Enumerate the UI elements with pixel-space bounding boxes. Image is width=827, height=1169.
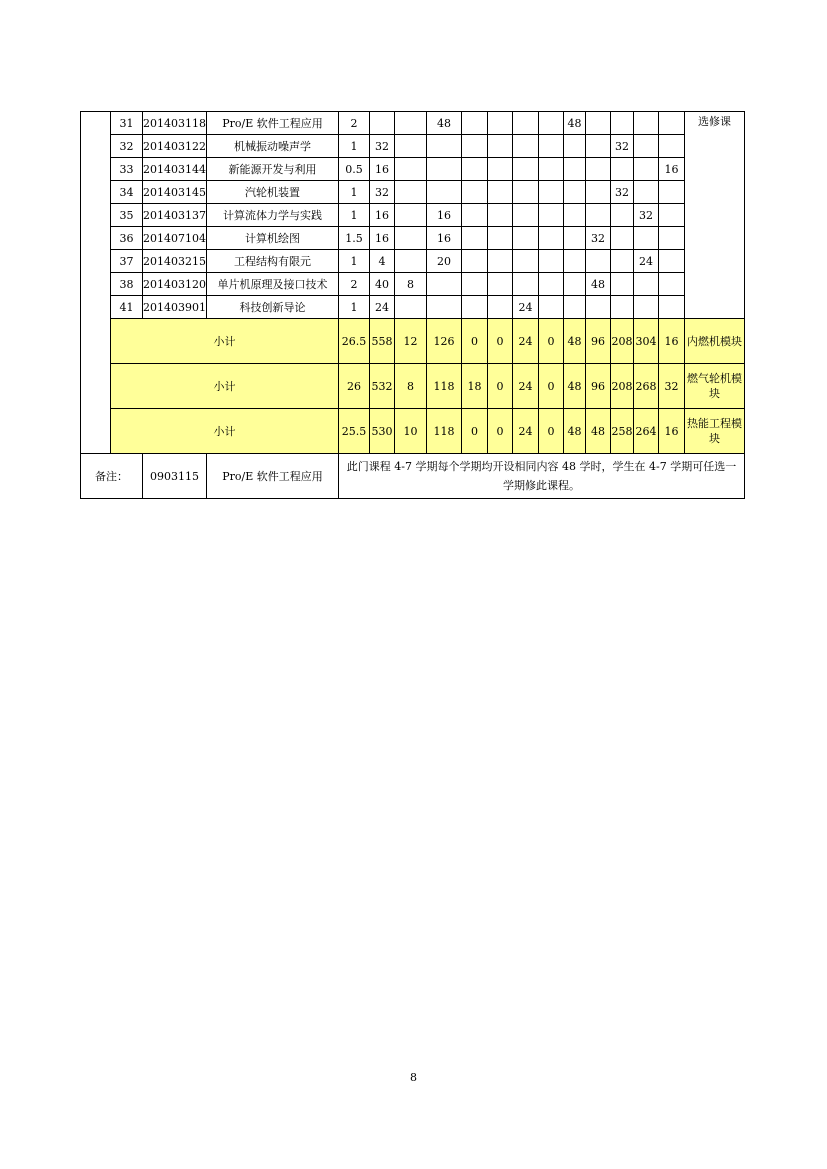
subtotal-cell: 264 [634, 409, 659, 454]
hours-cell [539, 296, 564, 319]
course-code: 201403901 [143, 296, 207, 319]
hours-cell: 32 [370, 135, 395, 158]
table-row [81, 158, 745, 181]
module-name: 热能工程模块 [685, 409, 745, 454]
subtotal-cell: 126 [427, 319, 462, 364]
hours-cell [370, 112, 395, 135]
subtotal-cell: 0 [488, 364, 513, 409]
hours-cell [488, 273, 513, 296]
hours-cell [611, 273, 634, 296]
course-code: 201407104 [143, 227, 207, 250]
hours-cell [395, 250, 427, 273]
hours-cell: 48 [427, 112, 462, 135]
hours-cell [427, 135, 462, 158]
subtotal-cell: 118 [427, 409, 462, 454]
hours-cell [488, 204, 513, 227]
course-no: 33 [111, 158, 143, 181]
hours-cell: 16 [427, 204, 462, 227]
hours-cell [611, 250, 634, 273]
hours-cell [586, 204, 611, 227]
course-credit: 2 [339, 112, 370, 135]
hours-cell: 8 [395, 273, 427, 296]
hours-cell: 48 [586, 273, 611, 296]
hours-cell [586, 250, 611, 273]
subtotal-hours: 558 [370, 319, 395, 364]
subtotal-label: 小计 [111, 364, 339, 409]
hours-cell [513, 181, 539, 204]
hours-cell [634, 112, 659, 135]
hours-cell: 24 [370, 296, 395, 319]
hours-cell [634, 158, 659, 181]
subtotal-label: 小计 [111, 319, 339, 364]
subtotal-cell: 0 [539, 364, 564, 409]
subtotal-cell: 0 [488, 319, 513, 364]
table-row [81, 204, 745, 227]
course-credit: 2 [339, 273, 370, 296]
course-name: 工程结构有限元 [207, 250, 339, 273]
hours-cell [462, 181, 488, 204]
course-name: 新能源开发与利用 [207, 158, 339, 181]
course-no: 37 [111, 250, 143, 273]
subtotal-cell: 16 [659, 319, 685, 364]
table-row [81, 273, 745, 296]
subtotal-credit: 25.5 [339, 409, 370, 454]
table-row [81, 181, 745, 204]
table-row [81, 112, 745, 135]
hours-cell [462, 273, 488, 296]
subtotal-row [81, 409, 745, 454]
subtotal-cell: 208 [611, 319, 634, 364]
course-credit: 1 [339, 250, 370, 273]
hours-cell [659, 204, 685, 227]
category-blank-cell [81, 112, 111, 454]
course-credit: 1 [339, 296, 370, 319]
hours-cell [513, 158, 539, 181]
hours-cell [488, 227, 513, 250]
course-name: 机械振动噪声学 [207, 135, 339, 158]
hours-cell: 16 [659, 158, 685, 181]
hours-cell [395, 135, 427, 158]
hours-cell [488, 181, 513, 204]
hours-cell [488, 296, 513, 319]
course-name: 汽轮机装置 [207, 181, 339, 204]
course-no: 31 [111, 112, 143, 135]
subtotal-cell: 96 [586, 364, 611, 409]
course-no: 35 [111, 204, 143, 227]
subtotal-cell: 258 [611, 409, 634, 454]
hours-cell [539, 204, 564, 227]
course-code: 201403215 [143, 250, 207, 273]
hours-cell [462, 135, 488, 158]
hours-cell [539, 112, 564, 135]
subtotal-cell: 96 [586, 319, 611, 364]
subtotal-cell: 208 [611, 364, 634, 409]
hours-cell [395, 227, 427, 250]
table-row [81, 250, 745, 273]
hours-cell [395, 204, 427, 227]
table-row [81, 135, 745, 158]
hours-cell [659, 296, 685, 319]
course-code: 201403144 [143, 158, 207, 181]
subtotal-cell: 118 [427, 364, 462, 409]
hours-cell [462, 112, 488, 135]
hours-cell [395, 112, 427, 135]
hours-cell [539, 227, 564, 250]
course-no: 34 [111, 181, 143, 204]
hours-cell [488, 112, 513, 135]
hours-cell [564, 204, 586, 227]
hours-cell [564, 158, 586, 181]
course-code: 201403120 [143, 273, 207, 296]
subtotal-cell: 8 [395, 364, 427, 409]
hours-cell [513, 273, 539, 296]
subtotal-cell: 24 [513, 319, 539, 364]
hours-cell [462, 250, 488, 273]
hours-cell [427, 296, 462, 319]
hours-cell [395, 158, 427, 181]
hours-cell [513, 204, 539, 227]
hours-cell: 24 [634, 250, 659, 273]
hours-cell [564, 135, 586, 158]
subtotal-cell: 24 [513, 409, 539, 454]
hours-cell [634, 296, 659, 319]
hours-cell [462, 158, 488, 181]
hours-cell [611, 227, 634, 250]
hours-cell [634, 181, 659, 204]
hours-cell [462, 296, 488, 319]
subtotal-label: 小计 [111, 409, 339, 454]
hours-cell [659, 227, 685, 250]
module-name: 内燃机模块 [685, 319, 745, 364]
hours-cell [586, 135, 611, 158]
subtotal-cell: 12 [395, 319, 427, 364]
subtotal-cell: 16 [659, 409, 685, 454]
course-type-label: 选修课 [685, 112, 745, 319]
hours-cell [634, 227, 659, 250]
course-credit: 1 [339, 204, 370, 227]
subtotal-cell: 0 [462, 409, 488, 454]
course-name: 计算流体力学与实践 [207, 204, 339, 227]
subtotal-cell: 0 [488, 409, 513, 454]
course-no: 36 [111, 227, 143, 250]
hours-cell [659, 112, 685, 135]
subtotal-cell: 48 [564, 409, 586, 454]
hours-cell [427, 273, 462, 296]
hours-cell [564, 250, 586, 273]
hours-cell [513, 227, 539, 250]
subtotal-cell: 48 [564, 364, 586, 409]
hours-cell: 24 [513, 296, 539, 319]
hours-cell [539, 250, 564, 273]
hours-cell [488, 158, 513, 181]
hours-cell [539, 273, 564, 296]
hours-cell: 16 [370, 158, 395, 181]
subtotal-cell: 48 [586, 409, 611, 454]
hours-cell [586, 112, 611, 135]
hours-cell [462, 227, 488, 250]
hours-cell [564, 181, 586, 204]
subtotal-cell: 0 [539, 409, 564, 454]
hours-cell [586, 158, 611, 181]
subtotal-cell: 0 [462, 319, 488, 364]
table-row [81, 227, 745, 250]
hours-cell [513, 135, 539, 158]
hours-cell [611, 296, 634, 319]
course-credit: 0.5 [339, 158, 370, 181]
hours-cell [659, 181, 685, 204]
course-no: 41 [111, 296, 143, 319]
hours-cell: 48 [564, 112, 586, 135]
subtotal-cell: 18 [462, 364, 488, 409]
subtotal-credit: 26 [339, 364, 370, 409]
hours-cell [634, 135, 659, 158]
subtotal-cell: 32 [659, 364, 685, 409]
hours-cell: 32 [370, 181, 395, 204]
hours-cell [634, 273, 659, 296]
hours-cell: 16 [370, 227, 395, 250]
note-row [81, 454, 745, 499]
course-credit: 1 [339, 181, 370, 204]
course-no: 32 [111, 135, 143, 158]
hours-cell [564, 227, 586, 250]
hours-cell: 4 [370, 250, 395, 273]
hours-cell: 40 [370, 273, 395, 296]
hours-cell [395, 296, 427, 319]
course-credit: 1.5 [339, 227, 370, 250]
subtotal-cell: 24 [513, 364, 539, 409]
subtotal-cell: 304 [634, 319, 659, 364]
hours-cell [564, 273, 586, 296]
subtotal-hours: 530 [370, 409, 395, 454]
subtotal-cell: 268 [634, 364, 659, 409]
subtotal-cell: 10 [395, 409, 427, 454]
course-code: 201403122 [143, 135, 207, 158]
hours-cell [488, 135, 513, 158]
course-name: 计算机绘图 [207, 227, 339, 250]
course-table [80, 111, 745, 499]
hours-cell: 20 [427, 250, 462, 273]
hours-cell: 32 [611, 181, 634, 204]
hours-cell [462, 204, 488, 227]
hours-cell: 16 [370, 204, 395, 227]
course-code: 201403137 [143, 204, 207, 227]
hours-cell [427, 158, 462, 181]
subtotal-row [81, 364, 745, 409]
course-no: 38 [111, 273, 143, 296]
course-code: 201403145 [143, 181, 207, 204]
hours-cell [659, 135, 685, 158]
hours-cell: 32 [586, 227, 611, 250]
note-text: 此门课程 4-7 学期每个学期均开设相同内容 48 学时，学生在 4-7 学期可任选一学期修此课程。 [339, 454, 745, 499]
course-credit: 1 [339, 135, 370, 158]
course-name: Pro/E 软件工程应用 [207, 112, 339, 135]
subtotal-row [81, 319, 745, 364]
hours-cell [611, 204, 634, 227]
hours-cell [586, 181, 611, 204]
table-row [81, 296, 745, 319]
note-course-name: Pro/E 软件工程应用 [207, 454, 339, 499]
hours-cell [513, 112, 539, 135]
hours-cell [539, 135, 564, 158]
hours-cell [659, 273, 685, 296]
hours-cell [513, 250, 539, 273]
hours-cell [395, 181, 427, 204]
course-name: 科技创新导论 [207, 296, 339, 319]
hours-cell [564, 296, 586, 319]
hours-cell: 16 [427, 227, 462, 250]
hours-cell [611, 158, 634, 181]
hours-cell [488, 250, 513, 273]
note-label: 备注： [81, 454, 143, 499]
page-number: 8 [410, 1071, 417, 1084]
hours-cell: 32 [634, 204, 659, 227]
subtotal-cell: 48 [564, 319, 586, 364]
hours-cell [539, 181, 564, 204]
hours-cell [611, 112, 634, 135]
course-name: 单片机原理及接口技术 [207, 273, 339, 296]
subtotal-credit: 26.5 [339, 319, 370, 364]
module-name: 燃气轮机模块 [685, 364, 745, 409]
hours-cell [659, 250, 685, 273]
subtotal-hours: 532 [370, 364, 395, 409]
hours-cell [586, 296, 611, 319]
hours-cell [539, 158, 564, 181]
note-course-code: 0903115 [143, 454, 207, 499]
subtotal-cell: 0 [539, 319, 564, 364]
course-code: 201403118 [143, 112, 207, 135]
hours-cell: 32 [611, 135, 634, 158]
hours-cell [427, 181, 462, 204]
